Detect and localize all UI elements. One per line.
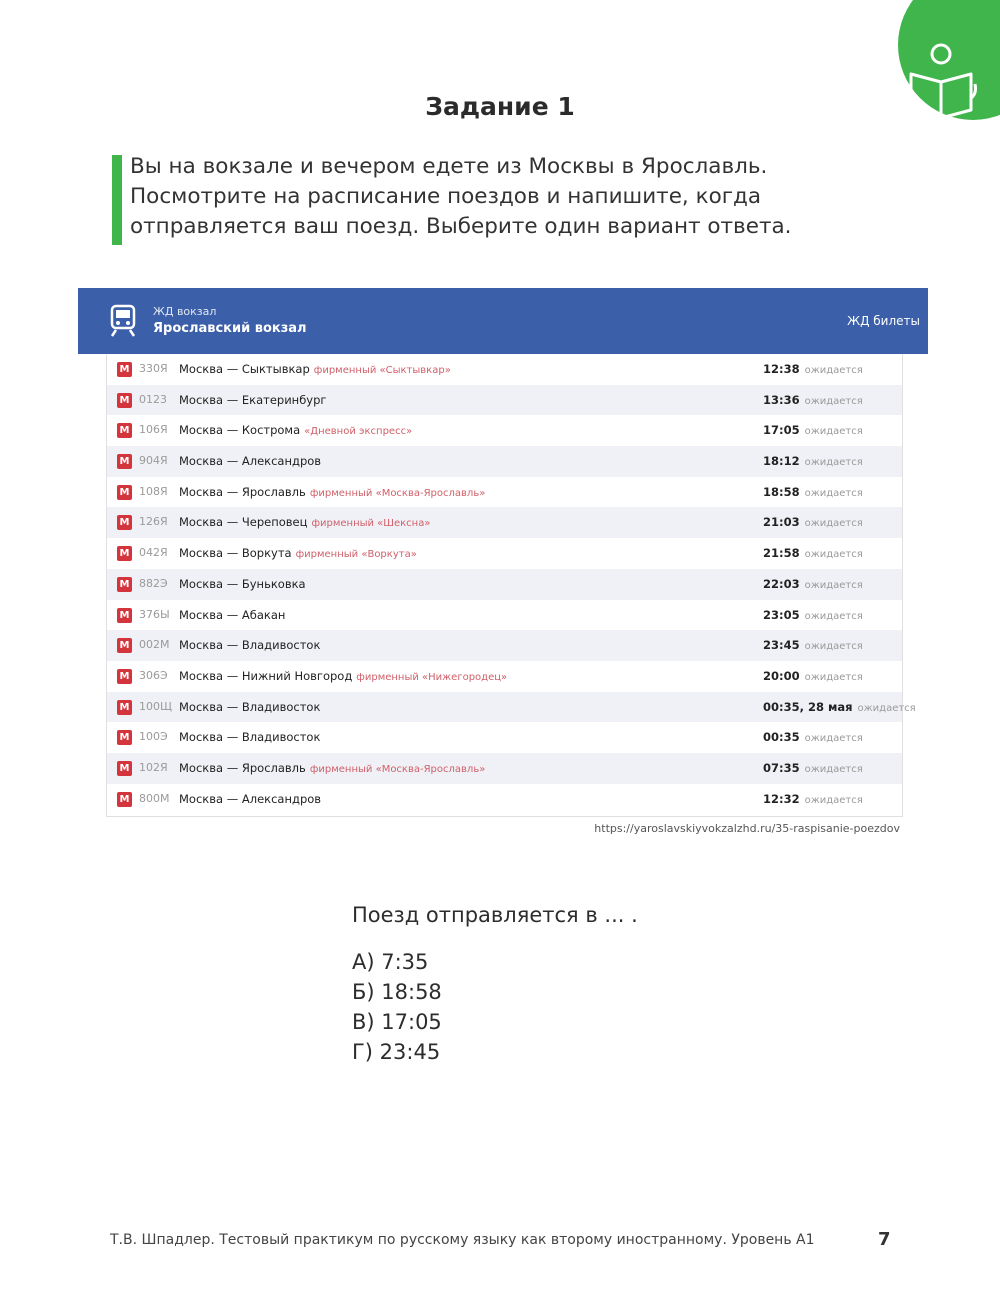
page-number: 7 [878, 1229, 891, 1250]
departure-info [763, 638, 863, 652]
route-name: Москва — Воркута [179, 546, 292, 561]
train-schedule [78, 288, 928, 823]
rail-logo-icon [117, 393, 132, 408]
rail-logo-icon [117, 454, 132, 469]
instruction-line: Вы на вокзале и вечером едете из Москвы в Ярославль. [130, 154, 768, 179]
departure-time: 22:03 [763, 576, 800, 591]
departure-status: ожидается [804, 395, 863, 407]
departure-time: 07:35 [763, 760, 800, 775]
departure-time: 17:05 [763, 423, 800, 438]
schedule-row [107, 722, 902, 753]
route-name: Москва — Владивосток [179, 699, 321, 714]
departure-info [763, 393, 863, 407]
rail-logo-icon [117, 638, 132, 653]
train-number: 108Я [139, 484, 168, 498]
train-brand: фирменный «Москва-Ярославль» [309, 487, 486, 499]
train-route [179, 638, 324, 652]
departure-time: 20:00 [763, 668, 800, 683]
departure-status: ожидается [804, 487, 863, 499]
train-route [179, 577, 310, 591]
page-title: Задание 1 [425, 92, 575, 121]
departure-info [763, 454, 863, 468]
departure-status: ожидается [804, 518, 863, 530]
train-route [179, 669, 507, 683]
train-number: 100Э [139, 730, 168, 744]
schedule-row [107, 477, 902, 508]
route-name: Москва — Ярославль [179, 760, 306, 775]
departure-status: ожидается [804, 426, 863, 438]
train-route [179, 515, 430, 529]
train-number: 800М [139, 791, 170, 805]
route-name: Москва — Кострома [179, 423, 301, 438]
departure-status: ожидается [804, 610, 863, 622]
rail-logo-icon [117, 730, 132, 745]
train-number: 0123 [139, 392, 167, 406]
train-number: 102Я [139, 760, 168, 774]
departure-time: 23:45 [763, 638, 800, 653]
route-name: Москва — Александров [179, 454, 322, 469]
train-route [179, 454, 325, 468]
train-brand: «Дневной экспресс» [304, 426, 413, 438]
route-name: Москва — Сыктывкар [179, 362, 310, 376]
departure-status: ожидается [804, 549, 863, 561]
train-brand: фирменный «Москва-Ярославль» [309, 763, 486, 775]
departure-time: 12:38 [763, 362, 800, 376]
rail-logo-icon [117, 669, 132, 684]
departure-time: 18:58 [763, 484, 800, 499]
answer-option[interactable]: Б) 18:58 [352, 980, 442, 1004]
footer-citation: Т.В. Шпадлер. Тестовый практикум по русскому языку как второму иностранному. Уровень А1 [110, 1232, 815, 1248]
question-prompt: Поезд отправляется в ... . [352, 903, 638, 927]
route-name: Москва — Череповец [179, 515, 308, 530]
route-name: Москва — Нижний Новгород [179, 668, 353, 683]
rail-logo-icon [117, 423, 132, 438]
departure-status: ожидается [804, 671, 863, 683]
train-brand: фирменный «Воркута» [295, 549, 417, 561]
train-route [179, 700, 324, 714]
train-brand: фирменный «Шексна» [311, 518, 431, 530]
schedule-row [107, 538, 902, 569]
train-number: 882Э [139, 576, 168, 590]
train-number: 904Я [139, 454, 168, 468]
schedule-row [107, 385, 902, 416]
route-name: Москва — Ярославль [179, 484, 306, 499]
train-number: 306Э [139, 668, 168, 682]
departure-info [763, 700, 916, 714]
train-route [179, 423, 412, 437]
train-route [179, 761, 485, 775]
departure-time: 21:03 [763, 515, 800, 530]
train-route [179, 792, 325, 806]
schedule-row [107, 630, 902, 661]
rail-logo-icon [117, 362, 132, 377]
departure-status: ожидается [857, 702, 916, 714]
schedule-row [107, 507, 902, 538]
train-route [179, 485, 485, 499]
departure-time: 23:05 [763, 607, 800, 622]
departure-info [763, 423, 863, 437]
train-number: 330Я [139, 362, 168, 375]
departure-status: ожидается [804, 365, 863, 376]
departure-info [763, 792, 863, 806]
rail-logo-icon [117, 515, 132, 530]
station-type: ЖД вокзал [153, 305, 217, 318]
schedule-header [78, 288, 928, 354]
departure-info [763, 546, 863, 560]
train-number: 042Я [139, 546, 168, 560]
station-name: Ярославский вокзал [153, 321, 307, 336]
answer-options [352, 947, 442, 1067]
departure-status: ожидается [804, 579, 863, 591]
rail-logo-icon [117, 792, 132, 807]
rail-logo-icon [117, 485, 132, 500]
departure-info [763, 485, 863, 499]
schedule-row [107, 692, 916, 723]
route-name: Москва — Екатеринбург [179, 392, 327, 407]
departure-info [763, 577, 863, 591]
departure-time: 18:12 [763, 454, 800, 469]
departure-status: ожидается [804, 457, 863, 469]
departure-time: 12:32 [763, 791, 800, 806]
train-number: 106Я [139, 423, 168, 437]
train-brand: фирменный «Нижегородец» [356, 671, 508, 683]
departure-info [763, 730, 863, 744]
departure-time: 00:35, 28 мая [763, 699, 853, 714]
train-route [179, 393, 330, 407]
tickets-link[interactable]: ЖД билеты [847, 314, 920, 328]
departure-status: ожидается [804, 641, 863, 653]
departure-info [763, 608, 863, 622]
train-icon [108, 304, 138, 338]
departure-time: 13:36 [763, 392, 800, 407]
rail-logo-icon [117, 700, 132, 715]
schedule-rows-panel [106, 354, 916, 817]
train-route [179, 546, 417, 560]
train-brand: фирменный «Сыктывкар» [313, 365, 451, 376]
answer-option[interactable]: А) 7:35 [352, 950, 429, 974]
rail-logo-icon [117, 608, 132, 623]
departure-status: ожидается [804, 794, 863, 806]
instruction-line: отправляется ваш поезд. Выберите один вариант ответа. [130, 214, 792, 239]
departure-info [763, 761, 863, 775]
departure-info [763, 362, 863, 376]
train-route [179, 608, 289, 622]
instruction-text [130, 152, 850, 242]
rail-logo-icon [117, 546, 132, 561]
train-number: 126Я [139, 515, 168, 529]
departure-time: 21:58 [763, 546, 800, 561]
route-name: Москва — Владивосток [179, 638, 321, 653]
rail-logo-icon [117, 761, 132, 776]
schedule-row [107, 600, 902, 631]
route-name: Москва — Буньковка [179, 576, 306, 591]
rail-logo-icon [117, 577, 132, 592]
schedule-row [107, 354, 902, 385]
schedule-row [107, 784, 902, 815]
train-route [179, 362, 451, 376]
schedule-row [107, 569, 902, 600]
train-number: 100Щ [139, 699, 173, 713]
instruction-accent-bar [112, 155, 122, 245]
schedule-rows [107, 354, 916, 814]
departure-status: ожидается [804, 733, 863, 745]
departure-info [763, 515, 863, 529]
answer-option[interactable]: Г) 23:45 [352, 1040, 441, 1064]
answer-option[interactable]: В) 17:05 [352, 1010, 442, 1034]
departure-status: ожидается [804, 763, 863, 775]
train-number: 376Ы [139, 607, 170, 621]
schedule-row [107, 753, 902, 784]
route-name: Москва — Владивосток [179, 730, 321, 745]
schedule-row [107, 446, 902, 477]
schedule-row [107, 661, 902, 692]
departure-info [763, 669, 863, 683]
train-number: 002М [139, 638, 170, 652]
schedule-row [107, 415, 902, 446]
route-name: Москва — Александров [179, 791, 322, 806]
train-route [179, 730, 324, 744]
instruction-line: Посмотрите на расписание поездов и напишите, когда [130, 184, 762, 209]
departure-time: 00:35 [763, 730, 800, 745]
route-name: Москва — Абакан [179, 607, 286, 622]
source-url: https://yaroslavskiyvokzalzhd.ru/35-raspisanie-poezdov [594, 822, 900, 835]
